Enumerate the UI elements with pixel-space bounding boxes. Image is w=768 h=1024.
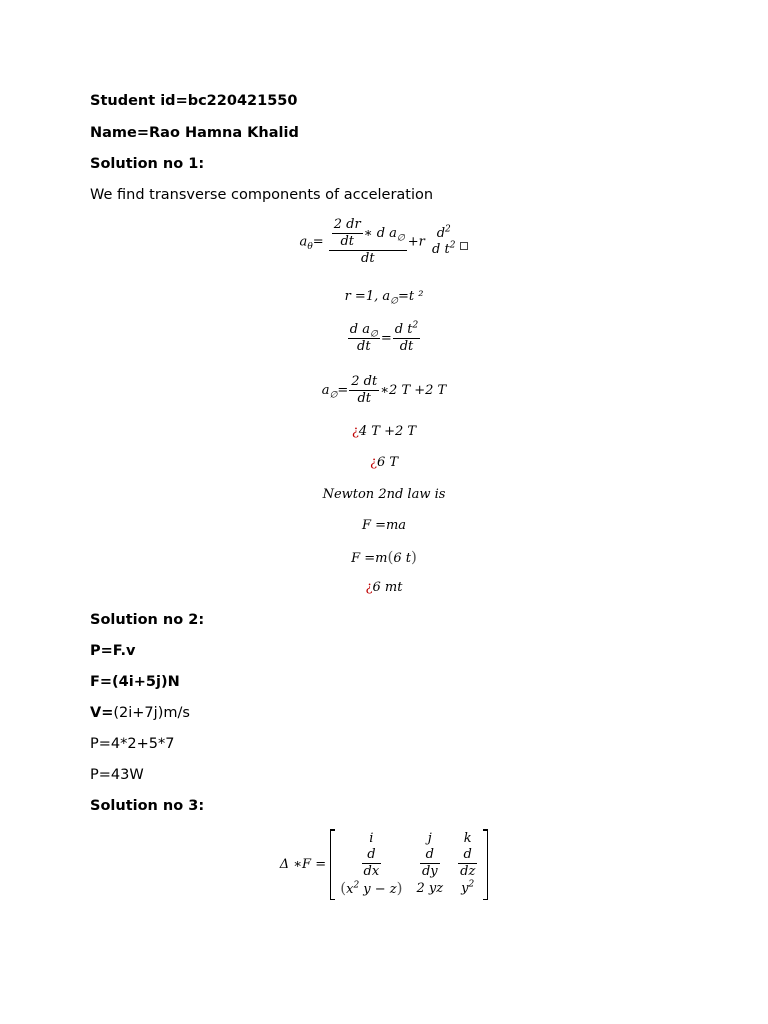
equation-force-result: ¿6 mt — [365, 580, 403, 595]
equation-step-1: ¿4 T +2 T — [351, 424, 417, 439]
student-name: Name=Rao Hamna Khalid — [90, 125, 299, 141]
missing-glyph-mark: ¿ — [365, 580, 373, 595]
equation-substitution: $a_\emptyset=$ $\frac{2 dt}{dt}$ ∗2 T +2 T — [321, 374, 447, 406]
solution3-heading: Solution no 3: — [90, 798, 205, 814]
solution1-heading: Solution no 1: — [90, 156, 205, 172]
solution1-intro: We find transverse components of acceleration — [90, 187, 434, 203]
student-id: Student id=bc220421550 — [90, 93, 298, 109]
power-definition: P=F.v — [90, 643, 136, 659]
missing-glyph-mark: ¿ — [369, 455, 377, 470]
main-fraction: $\frac{2 dr}{dt}$ ∗ d $a_\emptyset$ dt — [329, 217, 407, 267]
force-value: F=(4i+5j)N — [90, 674, 180, 690]
equation-force-substituted: F =m(6 t) — [351, 548, 417, 566]
equation-derivative: $\frac{d a_\emptyset}{dt}$ = $\frac{d t^2}{dt}$ — [349, 320, 419, 354]
power-result: P=43W — [90, 767, 144, 783]
solution2-heading: Solution no 2: — [90, 612, 205, 628]
determinant-matrix: i j k $\frac{d}{dx}$ $\frac{d}{dy}$ $\frac{d}{dz}$ ($x^2$ y − z) 2 yz $y^2$ — [330, 829, 488, 900]
equation-step-2: ¿6 T — [369, 455, 399, 470]
equation-given-values: r =1, $a_\emptyset=t$ ² — [344, 289, 424, 307]
newton-law-text: Newton 2nd law is — [322, 487, 446, 502]
velocity-value: V=(2i+7j)m/s — [90, 705, 190, 721]
equation-force: F =ma — [361, 518, 407, 533]
missing-glyph-mark: ¿ — [351, 424, 359, 439]
placeholder-box-icon — [460, 242, 468, 250]
equation-transverse-acceleration: $a_\theta=$ $\frac{2 dr}{dt}$ ∗ d $a_\emptyset$ dt +r $d^2$ d $t^2$ — [0, 217, 768, 267]
curl-determinant-equation: Δ ∗F = i j k $\frac{d}{dx}$ $\frac{d}{dy}$ $\frac{d}{dz}$ ($x^2$ y − z) 2 yz $y^2$ — [0, 829, 768, 900]
power-calculation: P=4*2+5*7 — [90, 736, 175, 752]
